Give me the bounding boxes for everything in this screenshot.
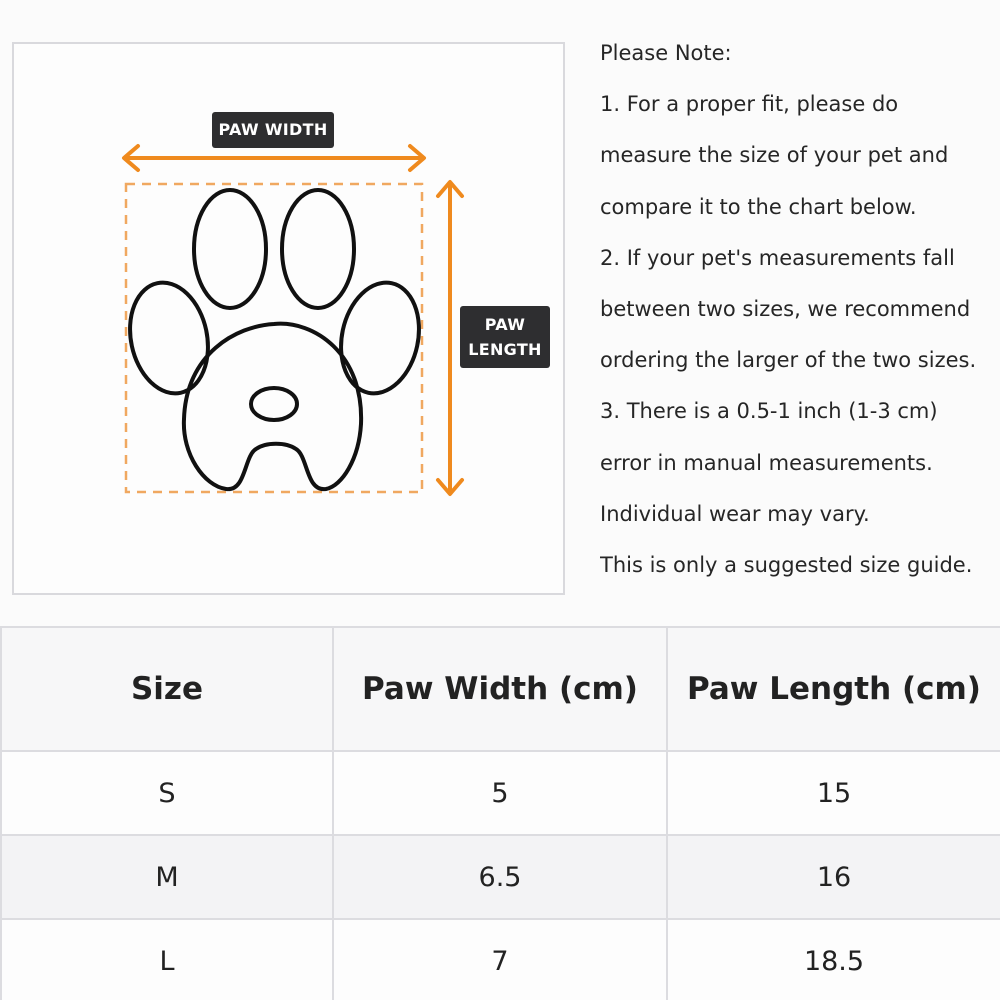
paw-toe-inner-left [194, 190, 266, 308]
note-line: compare it to the chart below. [600, 194, 917, 219]
paw-toe-outer-right [331, 275, 429, 400]
note-line: between two sizes, we recommend [600, 297, 971, 322]
header-paw-length: Paw Length (cm) [667, 627, 1000, 751]
table-row [1, 919, 1000, 1000]
cell-size: M [1, 835, 333, 919]
note-line: ordering the larger of the two sizes. [600, 348, 977, 373]
note-line: 2. If your pet's measurements fall [600, 245, 955, 270]
paw-toe-inner-right [282, 190, 354, 308]
note-line: measure the size of your pet and [600, 143, 949, 168]
table-row [1, 751, 1000, 835]
note-line: Individual wear may vary. [600, 501, 870, 526]
table-header-row [1, 627, 1000, 751]
paw-length-arrow [438, 182, 462, 494]
note-line: 3. There is a 0.5-1 inch (1-3 cm) [600, 399, 938, 424]
paw-main-pad [184, 324, 361, 489]
please-note-text [600, 28, 1000, 591]
header-size: Size [1, 627, 333, 751]
paw-length-label-line1: PAW [484, 315, 526, 334]
cell-paw-length: 18.5 [667, 919, 1000, 1000]
paw-center-pad [251, 388, 297, 420]
cell-paw-width: 7 [333, 919, 667, 1000]
measurement-box-outline [126, 184, 422, 492]
note-line: error in manual measurements. [600, 450, 933, 475]
paw-width-label: PAW WIDTH [212, 112, 334, 148]
paw-length-label-line2: LENGTH [468, 340, 542, 359]
note-heading: Please Note: [600, 41, 732, 65]
cell-paw-width: 6.5 [333, 835, 667, 919]
note-line: 1. For a proper fit, please do [600, 92, 899, 117]
cell-paw-length: 16 [667, 835, 1000, 919]
table-row [1, 835, 1000, 919]
size-chart-table [0, 626, 1000, 1000]
cell-size: S [1, 751, 333, 835]
cell-size: L [1, 919, 333, 1000]
cell-paw-length: 15 [667, 751, 1000, 835]
paw-width-arrow [124, 146, 424, 170]
paw-length-label [460, 306, 550, 368]
paw-toe-outer-left [120, 275, 218, 400]
paw-diagram [12, 42, 565, 595]
paw-print-icon [120, 190, 429, 489]
header-paw-width: Paw Width (cm) [333, 627, 667, 751]
note-line: This is only a suggested size guide. [600, 553, 973, 578]
cell-paw-width: 5 [333, 751, 667, 835]
